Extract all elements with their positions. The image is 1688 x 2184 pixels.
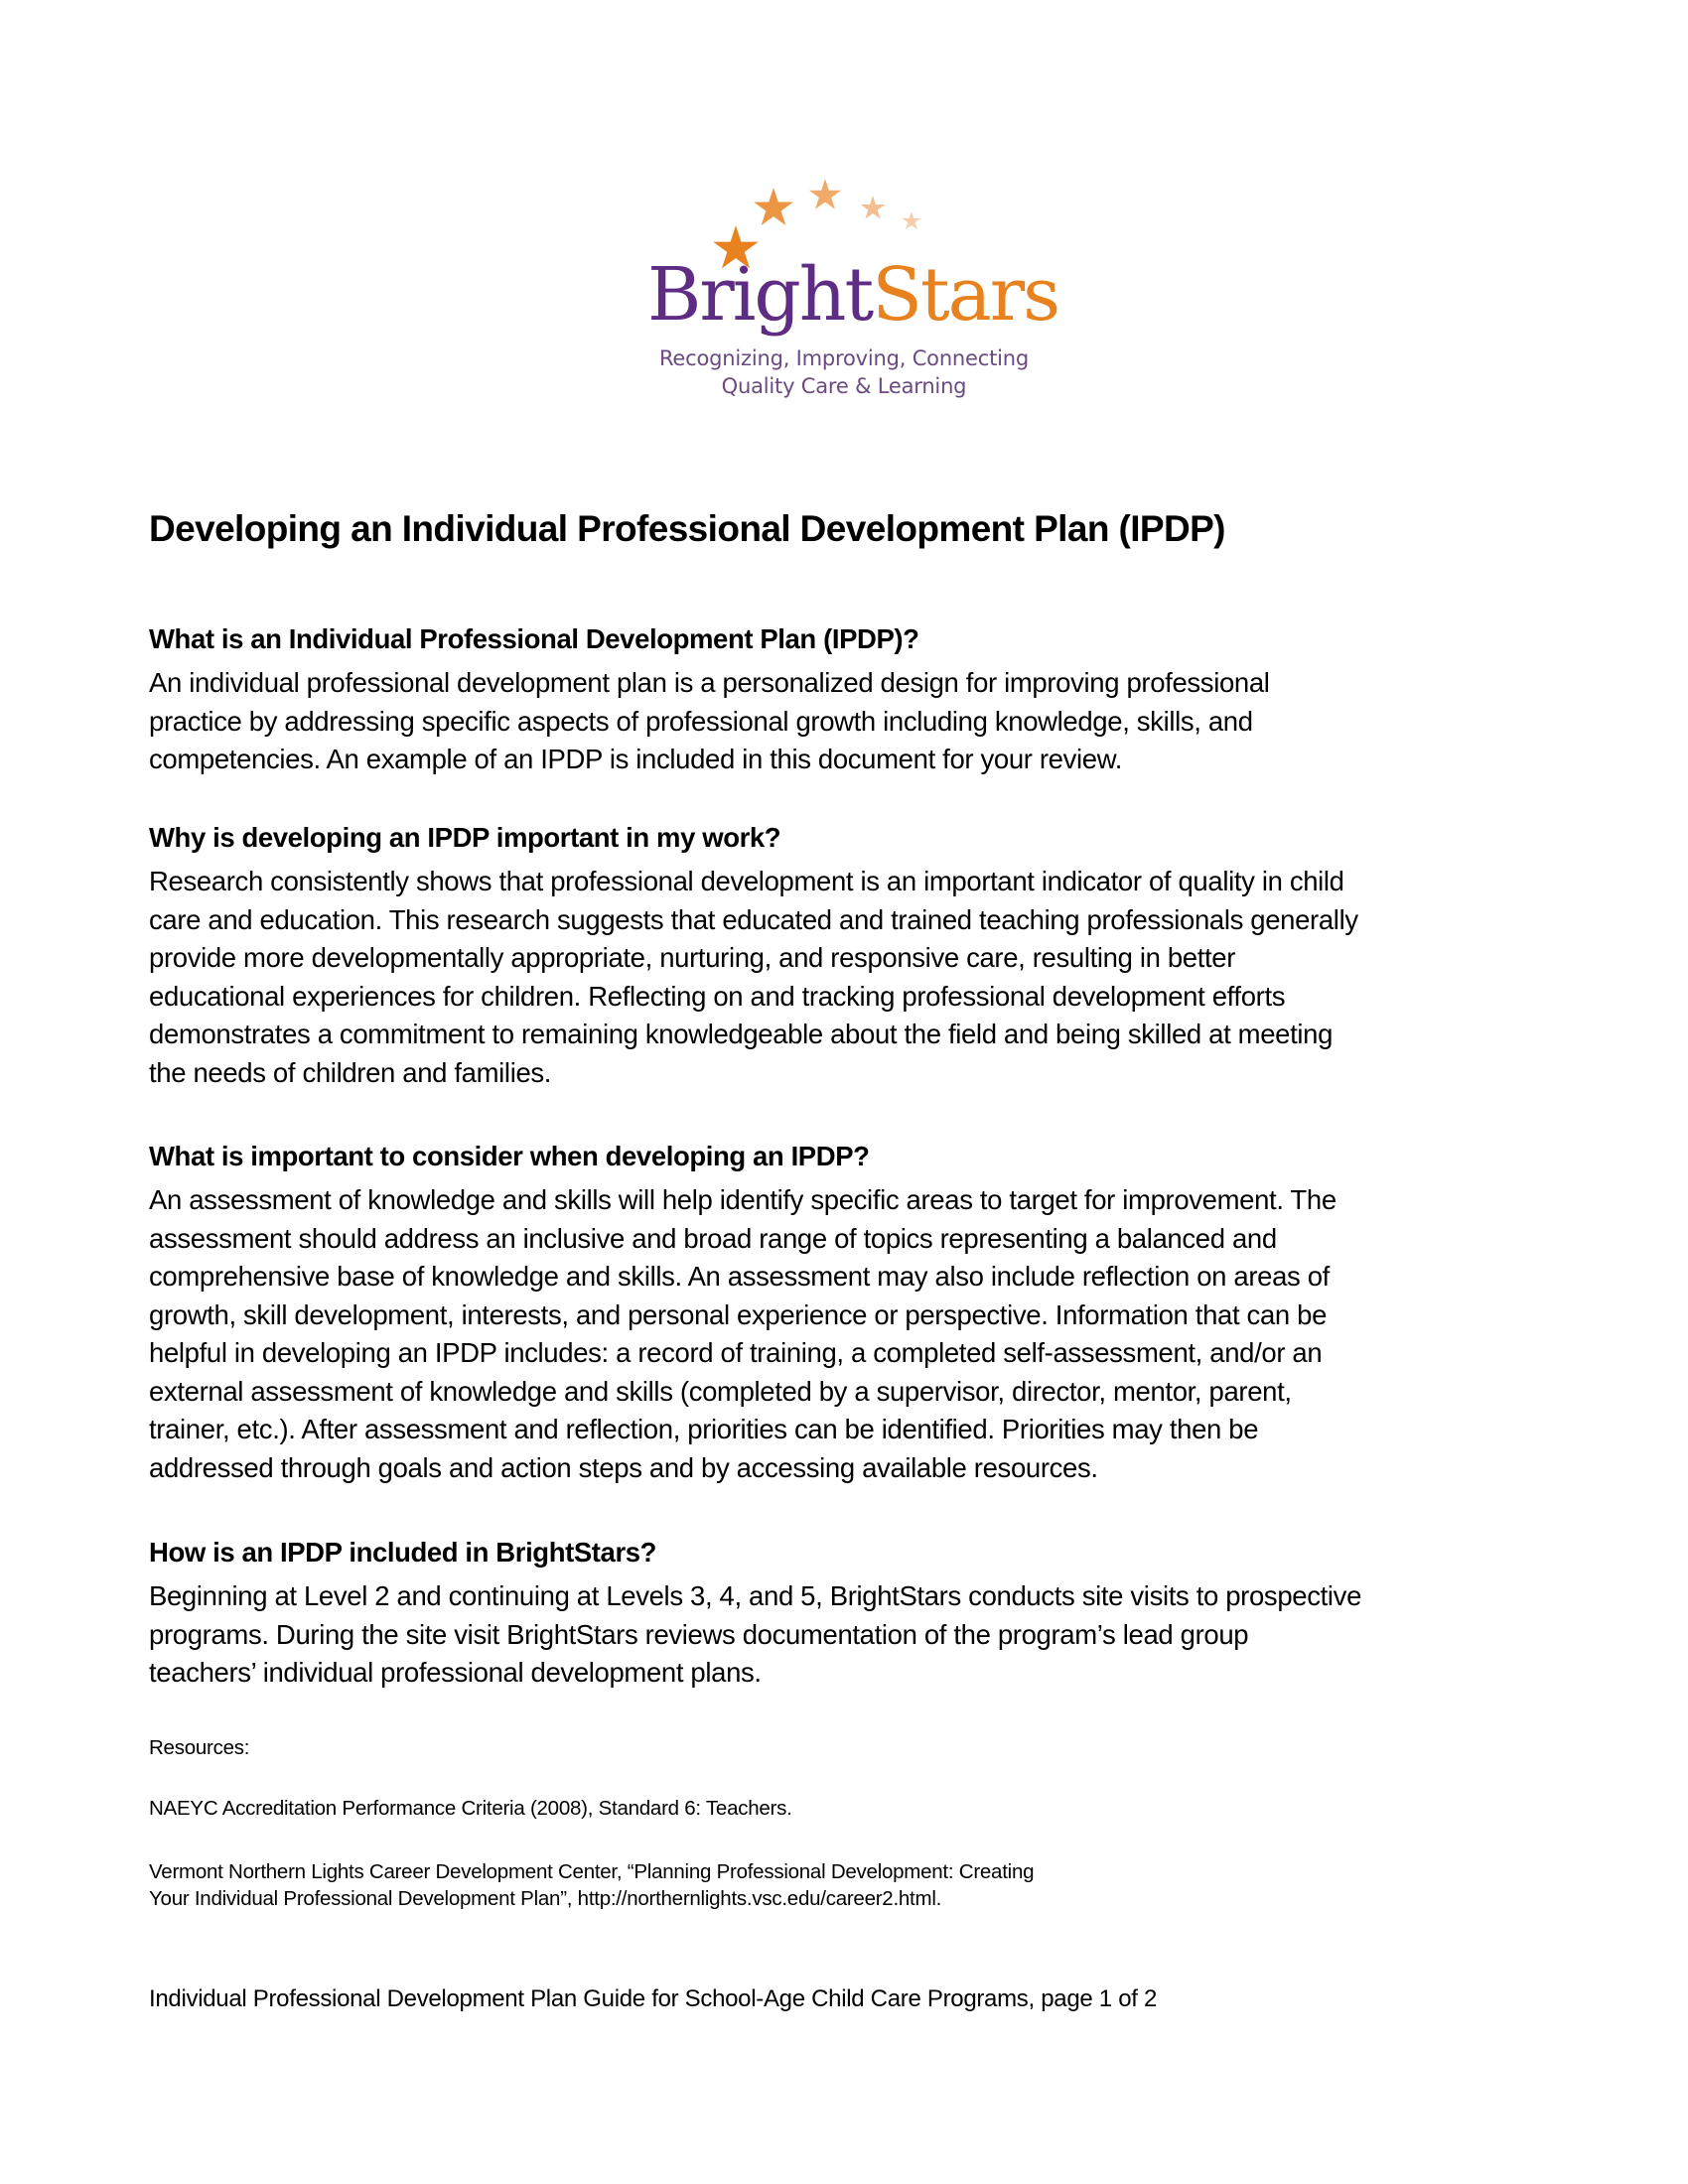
section-heading: Why is developing an IPDP important in my work?	[149, 822, 781, 853]
tagline-line-1: Recognizing, Improving, Connecting	[658, 346, 1030, 370]
section-ipdp-in-brightstars	[149, 1534, 1559, 1693]
resources-label: Resources:	[149, 1736, 250, 1759]
body-line: external assessment of knowledge and skills (completed by a supervisor, director, mentor, parent,	[149, 1375, 1292, 1407]
resource-line: Vermont Northern Lights Career Development Center, “Planning Professional Development: Creating	[149, 1860, 1035, 1883]
body-line: An individual professional development plan is a personalized design for improving professional	[149, 667, 1270, 698]
body-line: practice by addressing specific aspects of professional growth including knowledge, skills, and	[149, 705, 1253, 737]
section-why-important	[149, 819, 1559, 1092]
section-what-to-consider	[149, 1138, 1559, 1487]
body-line: helpful in developing an IPDP includes: a record of training, a completed self-assessment, and/or an	[149, 1337, 1323, 1368]
brightstars-logo	[635, 164, 1059, 412]
body-line: assessment should address an inclusive and broad range of topics representing a balanced and	[149, 1222, 1277, 1254]
body-line: Beginning at Level 2 and continuing at Levels 3, 4, and 5, BrightStars conducts site visits to prospective	[149, 1580, 1362, 1611]
section-heading: How is an IPDP included in BrightStars?	[149, 1537, 657, 1568]
tagline-line-2: Quality Care & Learning	[721, 374, 967, 398]
body-line: the needs of children and families.	[149, 1056, 552, 1088]
section-heading: What is important to consider when developing an IPDP?	[149, 1141, 870, 1171]
resource-item-vermont	[149, 1858, 1034, 1912]
body-line: addressed through goals and action steps and by accessing available resources.	[149, 1451, 1098, 1483]
body-line: comprehensive base of knowledge and skills. An assessment may also include reflection on areas of	[149, 1261, 1330, 1292]
resource-item-naeyc: NAEYC Accreditation Performance Criteria (2008), Standard 6: Teachers.	[149, 1797, 792, 1820]
resource-link-line[interactable]: Your Individual Professional Development Plan”, http://northernlights.vsc.edu/career2.html.	[149, 1887, 942, 1910]
page-title: Developing an Individual Professional Development Plan (IPDP)	[149, 508, 1225, 549]
section-heading: What is an Individual Professional Development Plan (IPDP)?	[149, 623, 919, 654]
page-footer: Individual Professional Development Plan Guide for School-Age Child Care Programs, page 1 of 2	[149, 1985, 1158, 2012]
body-line: competencies. An example of an IPDP is included in this document for your review.	[149, 744, 1123, 774]
body-line: educational experiences for children. Reflecting on and tracking professional development efforts	[149, 980, 1286, 1012]
body-line: growth, skill development, interests, and personal experience or perspective. Information that can be	[149, 1298, 1328, 1330]
body-line: Research consistently shows that professional development is an important indicator of quality in child	[149, 866, 1344, 896]
body-line: teachers’ individual professional development plans.	[149, 1657, 762, 1688]
body-line: demonstrates a commitment to remaining knowledgeable about the field and being skilled at meeting	[149, 1019, 1334, 1049]
body-line: trainer, etc.). After assessment and reflection, priorities can be identified. Priorities may then be	[149, 1414, 1259, 1444]
section-what-is-ipdp	[149, 620, 1559, 779]
body-line: care and education. This research suggests that educated and trained teaching professionals generally	[149, 903, 1358, 935]
brand-bright: Bright	[647, 252, 873, 338]
body-line: An assessment of knowledge and skills will help identify specific areas to target for improvement. The	[149, 1184, 1336, 1215]
brand-wordmark	[647, 252, 1059, 338]
body-line: provide more developmentally appropriate, nurturing, and responsive care, resulting in better	[149, 942, 1236, 973]
brand-stars: Stars	[872, 252, 1059, 338]
body-line: programs. During the site visit BrightStars reviews documentation of the program’s lead group	[149, 1618, 1249, 1650]
